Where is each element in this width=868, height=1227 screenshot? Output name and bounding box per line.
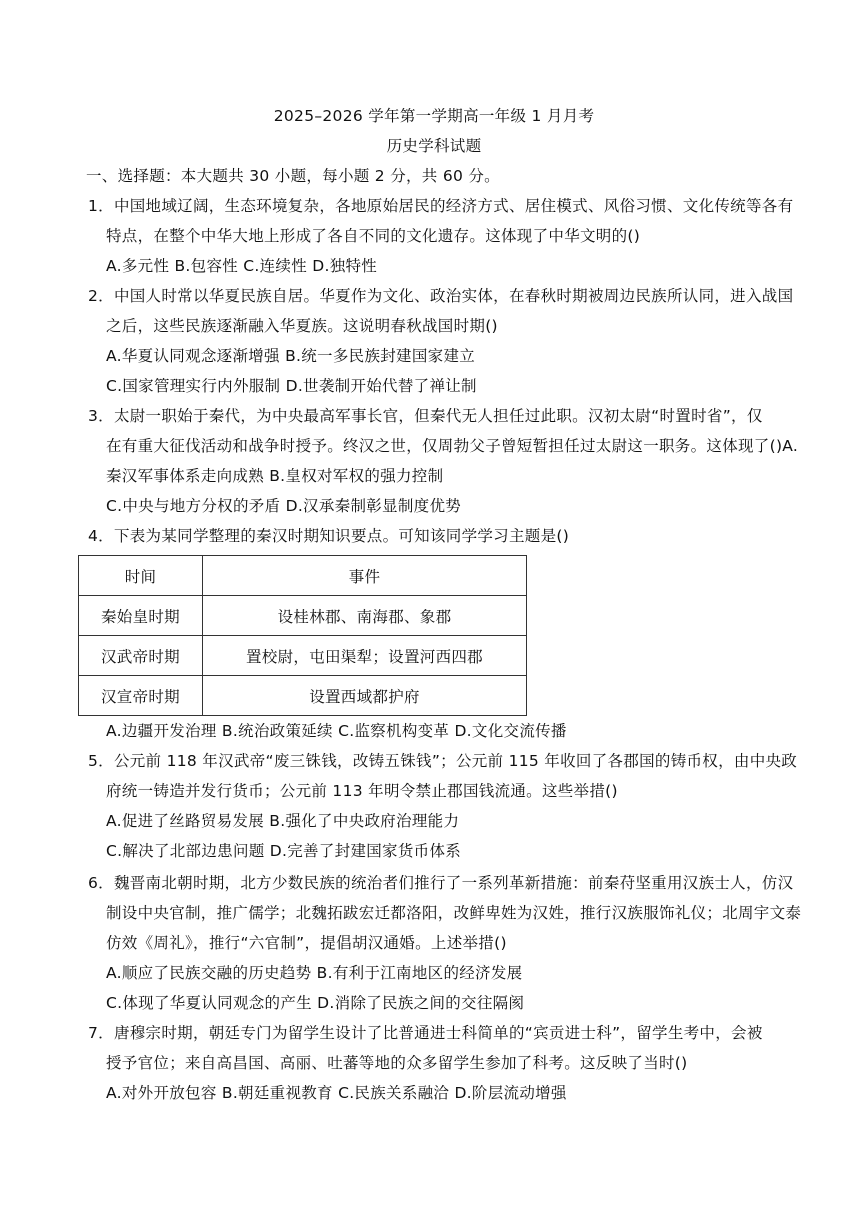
question-3-line-3: 秦汉军事体系走向成熟 B.皇权对军权的强力控制 bbox=[106, 467, 444, 485]
question-4-line-1: 4．下表为某同学整理的秦汉时期知识要点。可知该同学学习主题是() bbox=[88, 527, 570, 545]
question-7-line-1: 7．唐穆宗时期，朝廷专门为留学生设计了比普通进士科简单的“宾贡进士科”，留学生考中，会被 bbox=[88, 1024, 763, 1042]
question-3-line-1: 3．太尉一职始于秦代，为中央最高军事长官，但秦代无人担任过此职。汉初太尉“时置时省”，仅 bbox=[88, 407, 763, 425]
section-heading: 一、选择题：本大题共 30 小题，每小题 2 分，共 60 分。 bbox=[86, 167, 500, 185]
table-header-row bbox=[79, 556, 527, 596]
question-2-line-1: 2．中国人时常以华夏民族自居。华夏作为文化、政治实体，在春秋时期被周边民族所认同，进入战国 bbox=[88, 287, 794, 305]
table-cell: 设置西域都护府 bbox=[203, 676, 527, 716]
table-header-cell: 事件 bbox=[203, 556, 527, 596]
table-cell: 秦始皇时期 bbox=[79, 596, 203, 636]
question-2-options-1: A.华夏认同观念逐渐增强 B.统一多民族封建国家建立 bbox=[106, 347, 476, 365]
question-7-options: A.对外开放包容 B.朝廷重视教育 C.民族关系融洽 D.阶层流动增强 bbox=[106, 1084, 567, 1102]
question-7-line-2: 授予官位；来自高昌国、高丽、吐蕃等地的众多留学生参加了科考。这反映了当时() bbox=[106, 1054, 688, 1072]
question-6-line-1: 6．魏晋南北朝时期，北方少数民族的统治者们推行了一系列革新措施：前秦苻坚重用汉族士人，仿汉 bbox=[88, 874, 794, 892]
question-1-options: A.多元性 B.包容性 C.连续性 D.独特性 bbox=[106, 257, 378, 275]
question-6-line-3: 仿效《周礼》，推行“六官制”，提倡胡汉通婚。上述举措() bbox=[106, 934, 507, 952]
question-6-options-2: C.体现了华夏认同观念的产生 D.消除了民族之间的交往隔阂 bbox=[106, 994, 525, 1012]
question-5-line-1: 5．公元前 118 年汉武帝“废三铢钱，改铸五铢钱”；公元前 115 年收回了各郡国的铸币权，由中央政 bbox=[88, 752, 798, 770]
question-6-line-2: 制设中央官制，推广儒学；北魏拓跋宏迁都洛阳，改鲜卑姓为汉姓，推行汉族服饰礼仪；北周宇文泰 bbox=[106, 904, 802, 922]
question-1-line-1: 1．中国地域辽阔，生态环境复杂，各地原始居民的经济方式、居住模式、风俗习惯、文化传统等各有 bbox=[88, 197, 794, 215]
question-5-line-2: 府统一铸造并发行货币；公元前 113 年明令禁止郡国钱流通。这些举措() bbox=[106, 782, 618, 800]
question-3-line-2: 在有重大征伐活动和战争时授予。终汉之世，仅周勃父子曾短暂担任过太尉这一职务。这体现了()A. bbox=[106, 437, 799, 455]
question-1-line-2: 特点，在整个中华大地上形成了各自不同的文化遗存。这体现了中华文明的() bbox=[106, 227, 641, 245]
knowledge-table bbox=[78, 555, 527, 716]
table-cell: 置校尉，屯田渠犁；设置河西四郡 bbox=[203, 636, 527, 676]
table-header-cell: 时间 bbox=[79, 556, 203, 596]
table-row bbox=[79, 596, 527, 636]
table-cell: 汉武帝时期 bbox=[79, 636, 203, 676]
exam-title: 2025–2026 学年第一学期高一年级 1 月月考 bbox=[273, 107, 595, 125]
table-row bbox=[79, 636, 527, 676]
question-4-options: A.边疆开发治理 B.统治政策延续 C.监察机构变革 D.文化交流传播 bbox=[106, 722, 567, 740]
question-2-options-2: C.国家管理实行内外服制 D.世袭制开始代替了禅让制 bbox=[106, 377, 477, 395]
exam-subtitle: 历史学科试题 bbox=[386, 137, 482, 155]
table-cell: 汉宣帝时期 bbox=[79, 676, 203, 716]
question-5-options-2: C.解决了北部边患问题 D.完善了封建国家货币体系 bbox=[106, 842, 462, 860]
table-cell: 设桂林郡、南海郡、象郡 bbox=[203, 596, 527, 636]
question-2-line-2: 之后，这些民族逐渐融入华夏族。这说明春秋战国时期() bbox=[106, 317, 498, 335]
table-row bbox=[79, 676, 527, 716]
question-3-options: C.中央与地方分权的矛盾 D.汉承秦制彰显制度优势 bbox=[106, 497, 462, 515]
question-5-options-1: A.促进了丝路贸易发展 B.强化了中央政府治理能力 bbox=[106, 812, 460, 830]
question-6-options-1: A.顺应了民族交融的历史趋势 B.有利于江南地区的经济发展 bbox=[106, 964, 523, 982]
